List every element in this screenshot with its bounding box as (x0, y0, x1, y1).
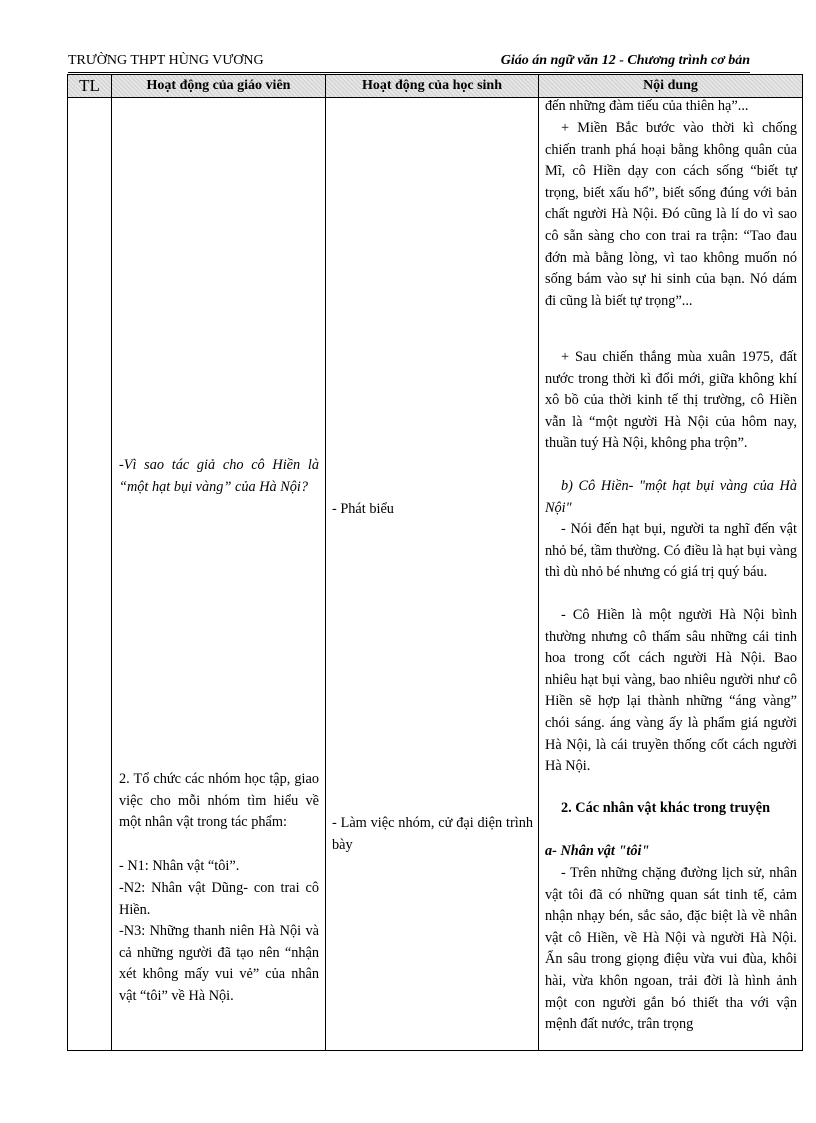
student-group-work: - Làm việc nhóm, cử đại diện trình bày (332, 815, 533, 853)
column-header-content: Nội dung (539, 75, 803, 98)
content-heading-b: b) Cô Hiền- "một hạt bụi vàng của Hà Nội" (545, 478, 797, 516)
content-paragraph: + Sau chiến thắng mùa xuân 1975, đất nước trong thời kì đổi mới, giữa không khí xô bồ của thời kinh tế thị trường, cô Hiền vẫn là “một người Hà Nội của hôm nay, thuần tuý Hà Nội, không pha trộn”. (545, 349, 797, 452)
content-paragraph: - Nói đến hạt bụi, người ta nghĩ đến vật nhỏ bé, tầm thường. Có điều là hạt bụi vàng thì dù nhỏ bé nhưng có giá trị quý báu. (545, 521, 797, 581)
teacher-group-task: 2. Tổ chức các nhóm học tập, giao việc cho mỗi nhóm tìm hiểu về một nhân vật trong tác phẩm: (119, 771, 319, 831)
student-activity-cell (326, 98, 539, 1051)
student-speak: - Phát biểu (332, 501, 394, 517)
page-header (68, 52, 750, 73)
lesson-plan-table (67, 74, 803, 1051)
tl-cell (68, 98, 112, 1051)
table-header-row (68, 75, 803, 98)
teacher-group-n2: -N2: Nhân vật Dũng- con trai cô Hiền. (119, 880, 319, 918)
column-header-teacher: Hoạt động của giáo viên (112, 75, 326, 98)
content-heading-2: 2. Các nhân vật khác trong truyện (561, 800, 771, 816)
teacher-group-n1: - N1: Nhân vật “tôi”. (119, 858, 240, 874)
content-paragraph: - Cô Hiền là một người Hà Nội bình thường nhưng cô thấm sâu những cái tinh hoa trong cốt cách người Hà Nội. Bao nhiêu hạt bụi vàng, bao nhiêu người như cô Hiền sẽ hợp lại thành những “áng vàng” chói sáng. áng vàng ấy là phẩm giá người Hà Nội, là cái truyền thống cốt cách người Hà Nội. (545, 607, 797, 775)
teacher-question: -Vì sao tác giả cho cô Hiền là “một hạt bụi vàng” của Hà Nội? (119, 457, 319, 495)
content-cell (539, 98, 803, 1051)
content-heading-a: a- Nhân vật "tôi" (545, 843, 650, 859)
content-paragraph: + Miền Bắc bước vào thời kì chống chiến tranh phá hoại bằng không quân của Mĩ, cô Hiền dạy con cách sống “biết tự trọng, biết xấu hổ”, biết sống đúng với bản chất người Hà Nội. Đó cũng là lí do vì sao cô sẵn sàng cho con trai ra trận: “Tao đau đớn mà bằng lòng, vì tao không muốn nó sống bám vào sự hi sinh của bạn. Nó dám đi cũng là biết tự trọng”... (545, 120, 797, 309)
school-name: TRƯỜNG THPT HÙNG VƯƠNG (68, 53, 264, 68)
table-row (68, 98, 803, 1051)
document-subject: Giáo án ngữ văn 12 - Chương trình cơ bản (500, 53, 750, 68)
column-header-student: Hoạt động của học sinh (326, 75, 539, 98)
column-header-tl: TL (68, 75, 112, 98)
content-paragraph: - Trên những chặng đường lịch sử, nhân vật tôi đã có những quan sát tinh tế, cảm nhận nhạy bén, sắc sảo, đặc biệt là về nhân vật cô Hiền, về Hà Nội và người Hà Nội. Ẩn sâu trong giọng điệu vừa vui đùa, khôi hài, vừa khôn ngoan, trải đời là hình ảnh một con người gắn bó thiết tha với vận mệnh đất nước, trân trọng (545, 865, 797, 1033)
teacher-activity-cell (112, 98, 326, 1051)
teacher-group-n3: -N3: Những thanh niên Hà Nội và cả những người đã tạo nên “nhận xét không mấy vui vẻ” của nhân vật “tôi” về Hà Nội. (119, 923, 319, 1004)
content-paragraph: đến những đàm tiếu của thiên hạ”... (545, 98, 749, 114)
